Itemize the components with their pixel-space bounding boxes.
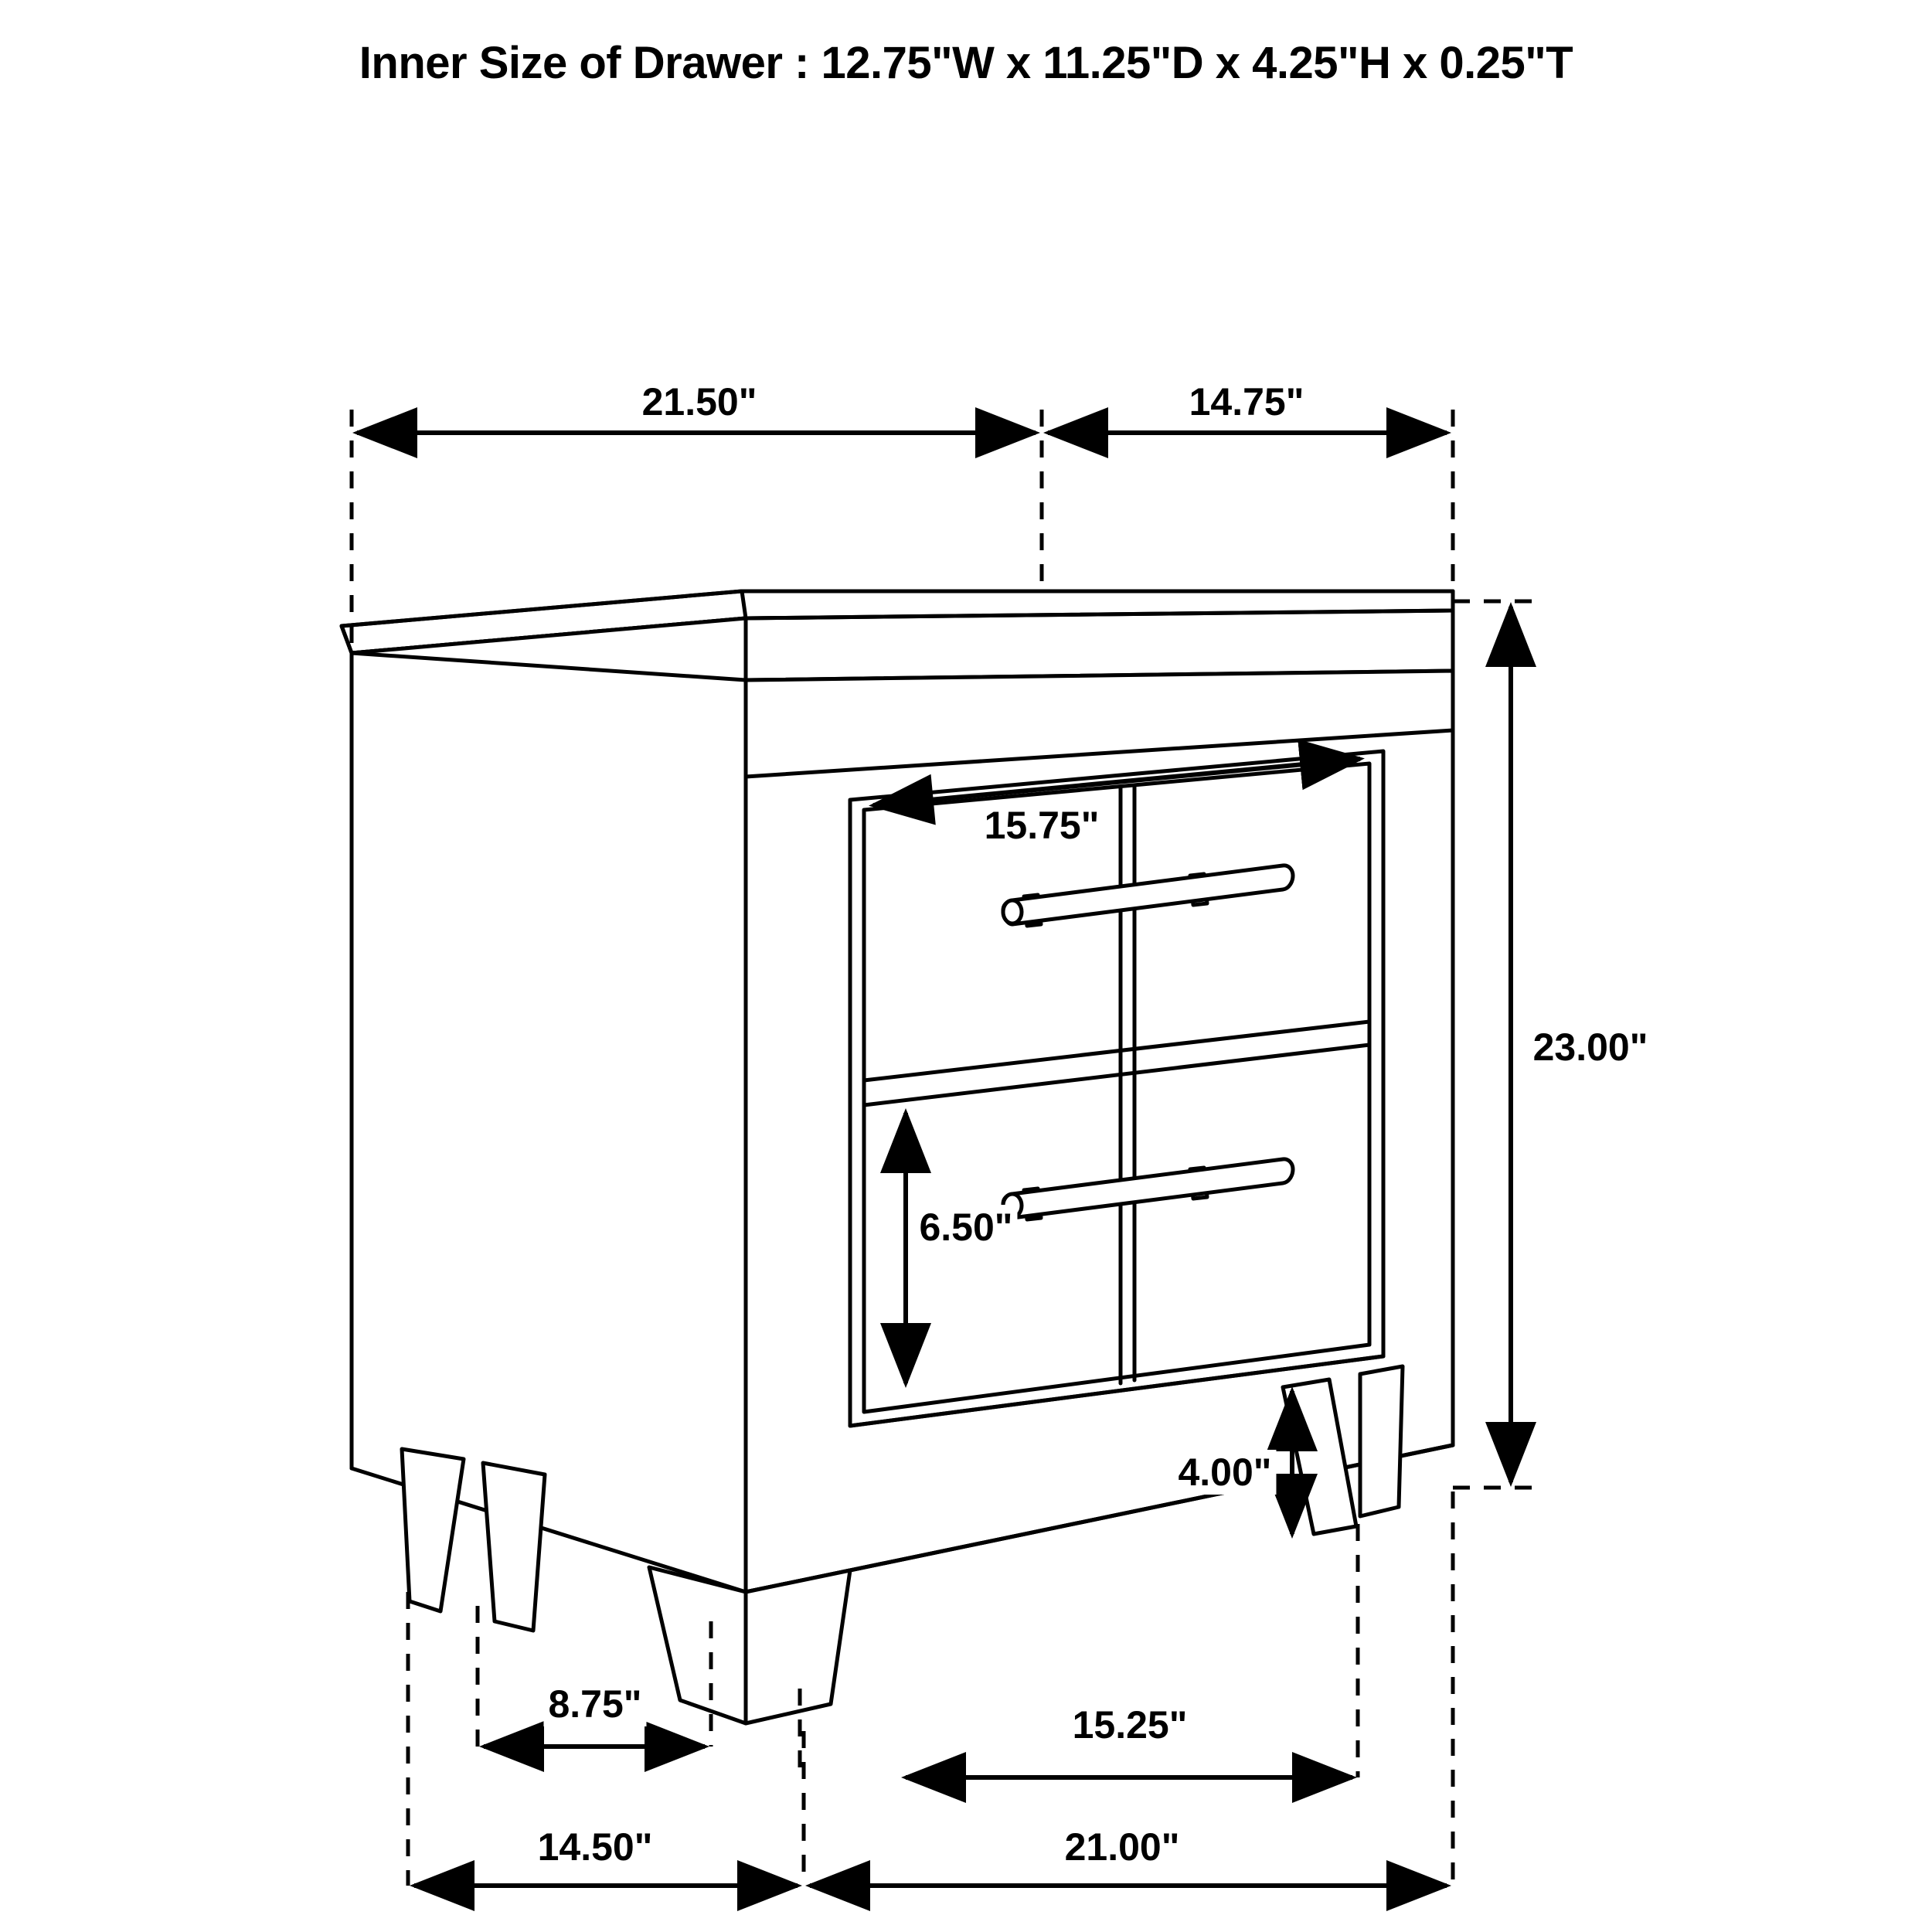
dimension-label-left-foot-span: 8.75" [543, 1682, 646, 1726]
dimension-label-drawer-inner-height: 6.50" [914, 1205, 1017, 1250]
dimension-label-drawer-inner-width: 15.75" [980, 803, 1104, 848]
dimension-label-bottom-right-width: 21.00" [1060, 1825, 1185, 1869]
nightstand-body [342, 591, 1453, 1723]
dimension-label-bottom-left-width: 14.50" [533, 1825, 658, 1869]
dimension-label-top-right-depth: 14.75" [1185, 379, 1309, 424]
dimension-label-right-foot-span: 15.25" [1068, 1702, 1192, 1747]
dimension-label-overall-height: 23.00" [1529, 1025, 1653, 1070]
dimension-label-top-left-width: 21.50" [638, 379, 762, 424]
page-title: Inner Size of Drawer : 12.75"W x 11.25"D x 4.25"H x 0.25"T [359, 38, 1573, 88]
dimension-label-leg-height: 4.00" [1173, 1450, 1276, 1495]
